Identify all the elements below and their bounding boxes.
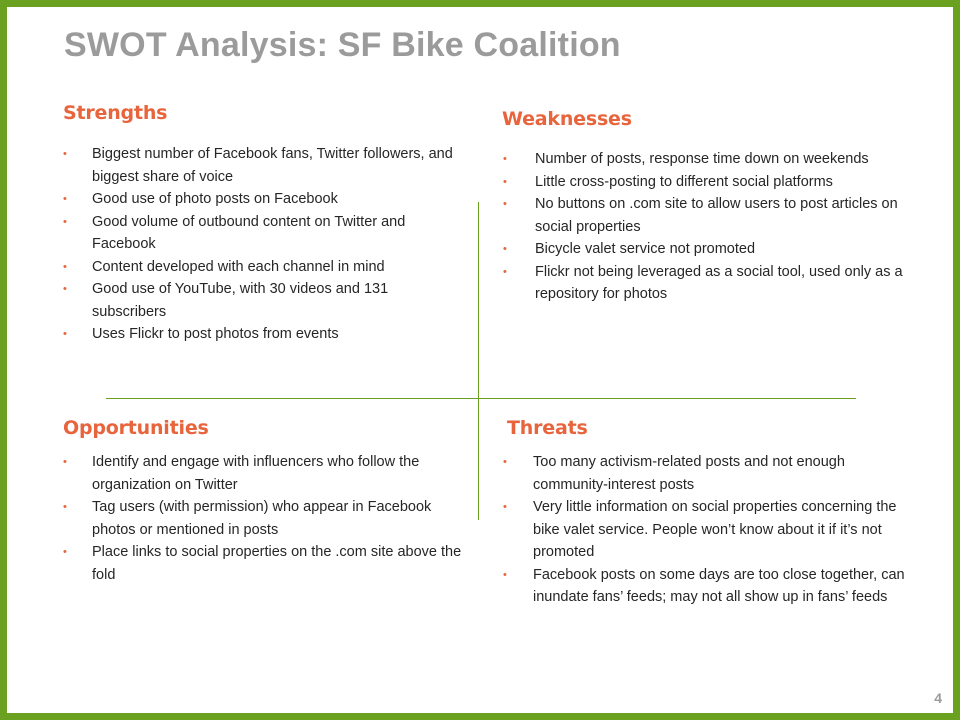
page-number: 4 (934, 690, 942, 706)
slide-title: SWOT Analysis: SF Bike Coalition (64, 26, 621, 64)
list-item-text: Identify and engage with influencers who follow the organization on Twitter (92, 454, 420, 493)
bullet-icon: • (503, 265, 507, 278)
bullet-icon: • (63, 148, 67, 160)
list-item-text: Facebook posts on some days are too close together, can inundate fans’ feeds; may not all show up in fans’ feeds (533, 566, 905, 605)
list-item (63, 496, 463, 541)
bullet-icon: • (503, 501, 507, 513)
list-item (503, 171, 913, 194)
bullet-icon: • (63, 193, 67, 205)
list-item-text: Number of posts, response time down on weekends (535, 151, 869, 167)
list-item-text: Content developed with each channel in mind (92, 258, 385, 275)
strengths-quadrant (63, 102, 463, 346)
list-item (503, 451, 913, 496)
bullet-icon: • (63, 456, 67, 468)
bullet-icon: • (503, 243, 507, 255)
bullet-icon: • (503, 198, 507, 210)
list-item-text: Place links to social properties on the .com site above the fold (92, 544, 462, 583)
list-item (503, 261, 913, 306)
list-item (63, 188, 463, 211)
list-item (503, 193, 913, 238)
bullet-icon: • (63, 283, 67, 295)
list-item-text: Too many activism-related posts and not enough community-interest posts (533, 454, 845, 493)
bullet-icon: • (63, 215, 67, 228)
list-item (63, 323, 463, 346)
bullet-icon: • (503, 153, 507, 165)
vertical-divider (478, 202, 479, 520)
opportunities-list (63, 451, 463, 586)
list-item (63, 143, 463, 188)
bullet-icon: • (63, 501, 67, 513)
list-item-text: Good use of photo posts on Facebook (92, 191, 338, 207)
list-item (63, 278, 463, 323)
weaknesses-heading: Weaknesses (502, 108, 632, 130)
bullet-icon: • (503, 175, 507, 188)
bullet-icon: • (63, 328, 67, 340)
list-item-text: Tag users (with permission) who appear in Facebook photos or mentioned in posts (92, 499, 432, 538)
list-item-text: Little cross-posting to different social platforms (535, 173, 833, 190)
list-item-text: Uses Flickr to post photos from events (92, 326, 339, 342)
list-item (63, 256, 463, 279)
threats-heading: Threats (507, 417, 588, 439)
opportunities-quadrant (63, 417, 463, 586)
weaknesses-quadrant (503, 108, 913, 306)
list-item (503, 564, 913, 609)
opportunities-heading: Opportunities (63, 417, 209, 439)
list-item (63, 211, 463, 256)
list-item (503, 496, 913, 564)
threats-quadrant (503, 417, 913, 609)
list-item (63, 451, 463, 496)
strengths-list (63, 143, 463, 346)
list-item-text: No buttons on .com site to allow users to post articles on social properties (535, 196, 898, 235)
list-item (63, 541, 463, 586)
list-item-text: Good volume of outbound content on Twitter and Facebook (92, 213, 406, 252)
list-item-text: Bicycle valet service not promoted (535, 241, 756, 257)
list-item-text: Biggest number of Facebook fans, Twitter followers, and biggest share of voice (92, 146, 453, 185)
bullet-icon: • (63, 260, 67, 273)
list-item-text: Flickr not being leveraged as a social tool, used only as a repository for photos (535, 263, 903, 302)
list-item-text: Very little information on social properties concerning the bike valet service. People won’t know about it if it’s not promoted (533, 499, 897, 560)
horizontal-divider (106, 398, 856, 399)
list-item-text: Good use of YouTube, with 30 videos and 131 subscribers (92, 281, 389, 320)
bullet-icon: • (63, 546, 67, 558)
strengths-heading: Strengths (63, 102, 168, 124)
threats-list (503, 451, 913, 609)
weaknesses-list (503, 148, 913, 306)
bullet-icon: • (503, 568, 507, 581)
list-item (503, 238, 913, 261)
list-item (503, 148, 913, 171)
bullet-icon: • (503, 456, 507, 468)
